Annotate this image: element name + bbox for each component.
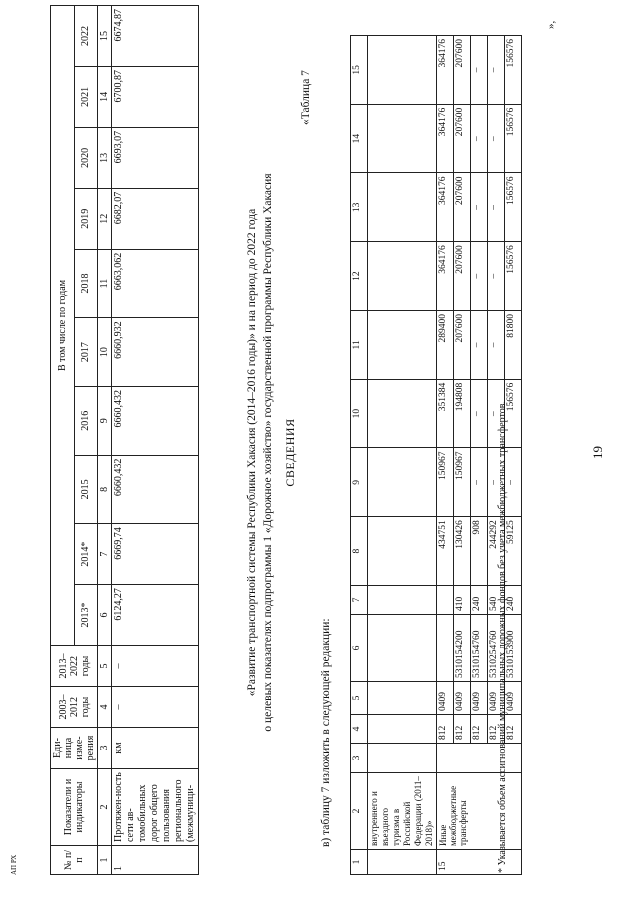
col-number: 4 xyxy=(98,687,112,728)
table-cell: 194808 xyxy=(454,379,471,448)
table-cell: 364176 xyxy=(437,173,454,242)
table-cell: 156576 xyxy=(505,104,522,173)
row-number: 15 xyxy=(437,850,522,875)
col-header: 8 xyxy=(351,517,368,586)
col-header: 1 xyxy=(351,850,368,875)
col-header: 12 xyxy=(351,242,368,311)
row-unit: км xyxy=(112,728,199,769)
col-number: 3 xyxy=(98,728,112,769)
table-cell: – xyxy=(112,687,199,728)
table-cell: – xyxy=(488,36,505,105)
table-cell: 0409 xyxy=(437,682,454,715)
table-cell: 5310254760 xyxy=(488,615,505,682)
table-cell: – xyxy=(471,242,488,311)
row-label: Протяжен-ность сети ав-томобильных дорог общего пользования регионального (межмуници- xyxy=(112,769,199,846)
col-number: 9 xyxy=(98,386,112,455)
col-number: 6 xyxy=(98,585,112,646)
footer-mark: АП РХ xyxy=(10,854,18,875)
table-cell: 5310153900 xyxy=(505,615,522,682)
subtitle-line-1: о целевых показателях подпрограммы 1 «Дорожное хозяйство» государственной программы Республики Хакасия xyxy=(262,173,274,732)
table-cell: 812 xyxy=(454,715,471,744)
table-cell: 207600 xyxy=(454,173,471,242)
table-cell: – xyxy=(471,36,488,105)
instruction-text: в) таблицу 7 изложить в следующей редакции: xyxy=(320,618,332,847)
subtitle-line-2: «Развитие транспортной системы Республики Хакасия (2014–2016 годы)» и на период до 2022 года xyxy=(246,208,258,697)
table-cell: 812 xyxy=(488,715,505,744)
table-row xyxy=(112,6,199,875)
table-cell: 6660,432 xyxy=(112,386,199,455)
table-cell: 59125 xyxy=(505,517,522,586)
table-cell: 6674,87 xyxy=(112,6,199,67)
col-number: 11 xyxy=(98,249,112,318)
table-cell: – xyxy=(488,242,505,311)
table-cell: 6693,07 xyxy=(112,127,199,188)
table-cell: 6124,27 xyxy=(112,585,199,646)
year-header: 2014* xyxy=(74,524,98,585)
table-cell: – xyxy=(471,311,488,380)
col-number: 10 xyxy=(98,318,112,387)
table-cell: 364176 xyxy=(437,104,454,173)
year-header: 2016 xyxy=(74,386,98,455)
table-cell xyxy=(437,615,454,682)
col-header: 6 xyxy=(351,615,368,682)
col-number: 14 xyxy=(98,66,112,127)
col-header: 7 xyxy=(351,586,368,615)
table-cell: 5310154760 xyxy=(471,615,488,682)
year-header: 2018 xyxy=(74,249,98,318)
table-cell: 150967 xyxy=(437,448,454,517)
table-cell: 289400 xyxy=(437,311,454,380)
table-cell: – xyxy=(112,646,199,687)
col-number: 8 xyxy=(98,455,112,524)
table-cell: 908 xyxy=(471,517,488,586)
footnote: * Указывается объем ассигнований муниципальных дорожных фондов без учета межбюджетных трансфертов. xyxy=(497,401,508,873)
col-header-num: № п/п xyxy=(51,846,98,875)
table-cell: 434751 xyxy=(437,517,454,586)
table-cell: 364176 xyxy=(437,36,454,105)
table-cell xyxy=(437,586,454,615)
table-cell: 240 xyxy=(471,586,488,615)
col-number: 1 xyxy=(98,846,112,875)
table-cell: 130426 xyxy=(454,517,471,586)
page-number: 19 xyxy=(590,446,605,459)
col-header: 14 xyxy=(351,104,368,173)
table-cell: 156576 xyxy=(505,242,522,311)
year-header: 2022 xyxy=(74,6,98,67)
col-header-2003: 2003–2012 годы xyxy=(51,687,98,728)
col-header: 4 xyxy=(351,715,368,744)
table-cell: 156576 xyxy=(505,173,522,242)
table-header-row xyxy=(351,36,368,875)
table-cell: 81800 xyxy=(505,311,522,380)
year-header: 2017 xyxy=(74,318,98,387)
table-cell: – xyxy=(488,104,505,173)
table-cell: 0409 xyxy=(471,682,488,715)
table-cell: 240 xyxy=(505,586,522,615)
table-cell: 6700,87 xyxy=(112,66,199,127)
year-header: 2020 xyxy=(74,127,98,188)
table-cell: 207600 xyxy=(454,311,471,380)
table-cell: – xyxy=(488,379,505,448)
table-cell: 410 xyxy=(454,586,471,615)
row-number: 1 xyxy=(112,846,199,875)
col-number: 15 xyxy=(98,6,112,67)
table-cell: 0409 xyxy=(454,682,471,715)
col-number: 7 xyxy=(98,524,112,585)
table-cell: 156576 xyxy=(505,36,522,105)
section-heading: СВЕДЕНИЯ xyxy=(283,418,297,487)
table-cell: 6669,74 xyxy=(112,524,199,585)
table-cell: 6660,432 xyxy=(112,455,199,524)
col-number: 13 xyxy=(98,127,112,188)
closing-quote: », xyxy=(545,20,557,29)
table-cell: 6663,062 xyxy=(112,249,199,318)
table-cell: – xyxy=(488,311,505,380)
row-label: Иные межбюджетные трансферты xyxy=(437,773,522,850)
col-header-indicators: Показатели и индикаторы xyxy=(51,769,98,846)
table-cell: 6682,07 xyxy=(112,188,199,249)
table-cell: 207600 xyxy=(454,36,471,105)
indicators-table xyxy=(50,5,199,875)
table-cell: 812 xyxy=(505,715,522,744)
table-cell: 244292 xyxy=(488,517,505,586)
table-label: «Таблица 7 xyxy=(300,70,312,125)
col-header-unit: Еди-ница изме-рения xyxy=(51,728,98,769)
table-cell: 207600 xyxy=(454,104,471,173)
year-header: 2021 xyxy=(74,66,98,127)
table-cell: 156576 xyxy=(505,379,522,448)
year-header: 2015 xyxy=(74,455,98,524)
table-cell: – xyxy=(471,173,488,242)
table-cell: – xyxy=(471,379,488,448)
table-cell: – xyxy=(488,173,505,242)
col-header-2013: 2013–2022 годы xyxy=(51,646,98,687)
col-header: 10 xyxy=(351,379,368,448)
col-header: 9 xyxy=(351,448,368,517)
table-cell: 351384 xyxy=(437,379,454,448)
table-cell: 5310154200 xyxy=(454,615,471,682)
table-colnum-row xyxy=(98,6,112,875)
table-cell: 812 xyxy=(437,715,454,744)
col-number: 12 xyxy=(98,188,112,249)
col-header: 3 xyxy=(351,744,368,773)
table-header-row xyxy=(51,6,75,875)
col-header: 5 xyxy=(351,682,368,715)
col-header-by-year: В том числе по годам xyxy=(51,6,75,646)
table-cell: – xyxy=(488,448,505,517)
row-continuation-text: внутреннего и въездного туризма в Российской Федерации (2011–2018)» xyxy=(368,773,437,850)
year-header: 2019 xyxy=(74,188,98,249)
col-number: 2 xyxy=(98,769,112,846)
col-header: 15 xyxy=(351,36,368,105)
table-cell: 0409 xyxy=(488,682,505,715)
table-row xyxy=(368,36,437,875)
table-cell: 6660,932 xyxy=(112,318,199,387)
table-cell: 364176 xyxy=(437,242,454,311)
col-header: 13 xyxy=(351,173,368,242)
col-header: 11 xyxy=(351,311,368,380)
table-cell: – xyxy=(471,104,488,173)
year-header: 2013* xyxy=(74,585,98,646)
table-cell: – xyxy=(505,448,522,517)
table-cell: 540 xyxy=(488,586,505,615)
table-cell: 150967 xyxy=(454,448,471,517)
table-cell: 0409 xyxy=(505,682,522,715)
col-number: 5 xyxy=(98,646,112,687)
table-cell: 812 xyxy=(471,715,488,744)
table-cell: – xyxy=(471,448,488,517)
table-cell: 207600 xyxy=(454,242,471,311)
col-header: 2 xyxy=(351,773,368,850)
table-row xyxy=(437,36,454,875)
